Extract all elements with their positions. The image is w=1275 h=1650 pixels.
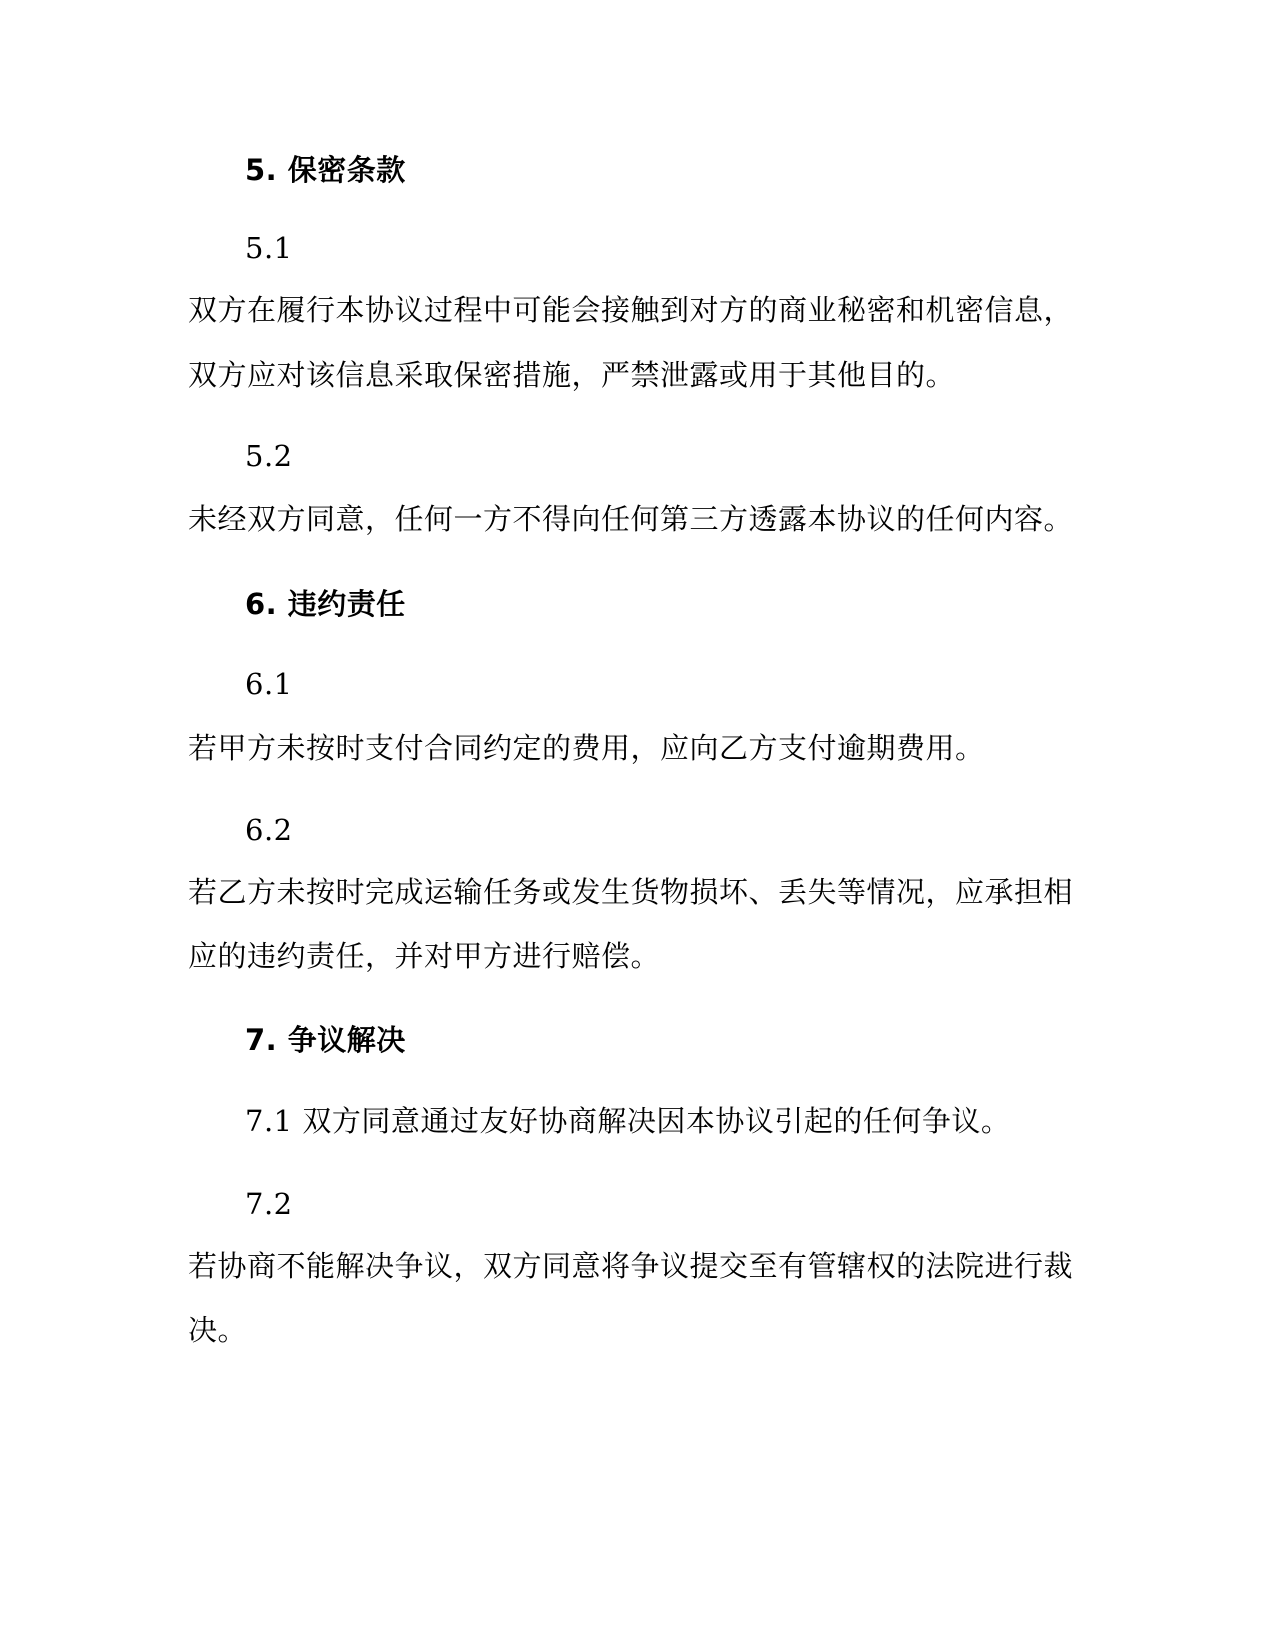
clause-text: 若乙方未按时完成运输任务或发生货物损坏、丢失等情况，应承担相 bbox=[188, 875, 1074, 909]
clause-text: 双方在履行本协议过程中可能会接触到对方的商业秘密和机密信息， bbox=[188, 293, 1074, 327]
section-heading: 5. 保密条款 bbox=[245, 153, 406, 187]
clause-text: 应的违约责任，并对甲方进行赔偿。 bbox=[188, 939, 661, 973]
clause-text: 双方应对该信息采取保密措施，严禁泄露或用于其他目的。 bbox=[188, 358, 956, 392]
clause-number: 6.2 bbox=[245, 813, 293, 847]
clause-number: 7.2 bbox=[245, 1187, 293, 1221]
clause-text: 7.1 双方同意通过友好协商解决因本协议引起的任何争议。 bbox=[245, 1104, 1011, 1138]
clause-text: 若甲方未按时支付合同约定的费用，应向乙方支付逾期费用。 bbox=[188, 731, 985, 765]
section-heading: 6. 违约责任 bbox=[245, 587, 406, 621]
clause-text: 未经双方同意，任何一方不得向任何第三方透露本协议的任何内容。 bbox=[188, 502, 1074, 536]
clause-number: 5.2 bbox=[245, 439, 293, 473]
clause-text: 决。 bbox=[188, 1313, 248, 1347]
clause-number: 5.1 bbox=[245, 231, 293, 265]
clause-text: 若协商不能解决争议，双方同意将争议提交至有管辖权的法院进行裁 bbox=[188, 1249, 1074, 1283]
clause-number: 6.1 bbox=[245, 667, 293, 701]
section-heading: 7. 争议解决 bbox=[245, 1023, 406, 1057]
